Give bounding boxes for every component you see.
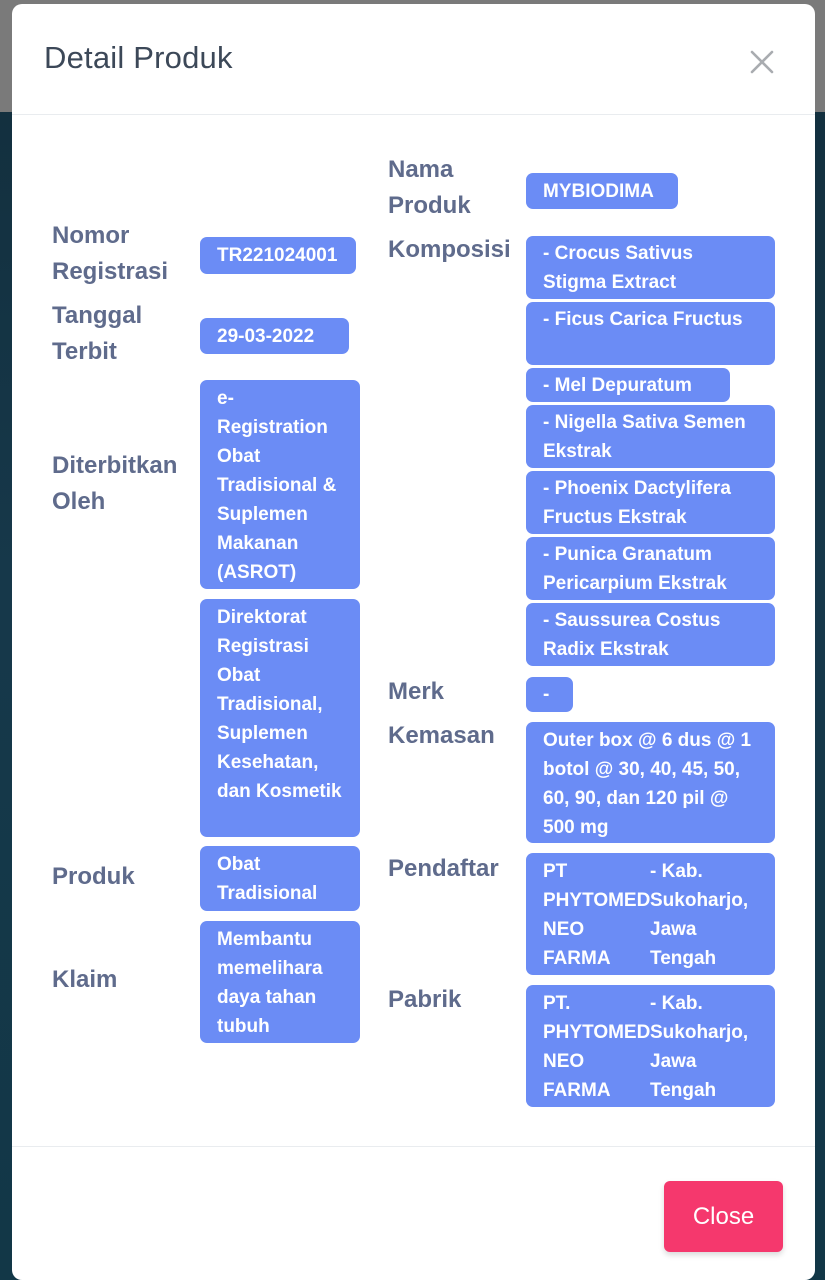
product-detail-modal <box>12 4 815 1280</box>
value-pendaftar <box>526 853 775 975</box>
close-button[interactable]: Close <box>664 1181 783 1252</box>
label-komposisi: Komposisi <box>388 236 511 263</box>
value-diterbitkan-oleh-2: Direktorat Registrasi Obat Tradisional, Suplemen Kesehatan, dan Kosmetik <box>200 599 360 837</box>
close-icon[interactable] <box>742 42 782 82</box>
value-diterbitkan-oleh-1: e-Registration Obat Tradisional & Suplemen Makanan (ASROT) <box>200 380 360 589</box>
pabrik-name: PT. PHYTOMED NEO FARMA <box>543 993 651 1101</box>
label-tanggal-terbit: Tanggal Terbit <box>52 302 143 365</box>
modal-title: Detail Produk <box>44 40 233 75</box>
value-komposisi-5: - Phoenix Dactylifera Fructus Ekstrak <box>526 471 775 534</box>
value-tanggal-terbit: 29-03-2022 <box>200 318 349 354</box>
label-pabrik: Pabrik <box>388 986 462 1013</box>
value-pabrik <box>526 985 775 1107</box>
value-komposisi-3: - Mel Depuratum <box>526 368 730 402</box>
label-nomor-registrasi: Nomor Registrasi <box>52 222 169 285</box>
pendaftar-name: PT PHYTOMED NEO FARMA <box>543 861 651 969</box>
label-pendaftar: Pendaftar <box>388 855 499 882</box>
label-diterbitkan-oleh: Diterbitkan Oleh <box>52 452 178 515</box>
value-komposisi-2: - Ficus Carica Fructus <box>526 302 775 365</box>
modal-header <box>12 4 815 115</box>
value-nomor-registrasi: TR221024001 <box>200 237 356 274</box>
value-klaim: Membantu memelihara daya tahan tubuh <box>200 921 360 1043</box>
label-produk: Produk <box>52 863 135 890</box>
value-komposisi-7: - Saussurea Costus Radix Ekstrak <box>526 603 775 666</box>
modal-footer <box>12 1146 815 1280</box>
value-komposisi-4: - Nigella Sativa Semen Ekstrak <box>526 405 775 468</box>
value-kemasan: Outer box @ 6 dus @ 1 botol @ 30, 40, 45, 50, 60, 90, dan 120 pil @ 500 mg <box>526 722 775 843</box>
value-produk: Obat Tradisional <box>200 846 360 911</box>
value-nama-produk: MYBIODIMA <box>526 173 678 209</box>
label-kemasan: Kemasan <box>388 722 495 749</box>
value-merk: - <box>526 677 573 712</box>
label-klaim: Klaim <box>52 966 118 993</box>
value-komposisi-6: - Punica Granatum Pericarpium Ekstrak <box>526 537 775 600</box>
value-komposisi-1: - Crocus Sativus Stigma Extract <box>526 236 775 299</box>
label-nama-produk: Nama Produk <box>388 156 471 219</box>
pendaftar-location: - Kab. Sukoharjo, Jawa Tengah <box>650 861 749 969</box>
pabrik-location: - Kab. Sukoharjo, Jawa Tengah <box>650 993 749 1101</box>
label-merk: Merk <box>388 678 445 705</box>
